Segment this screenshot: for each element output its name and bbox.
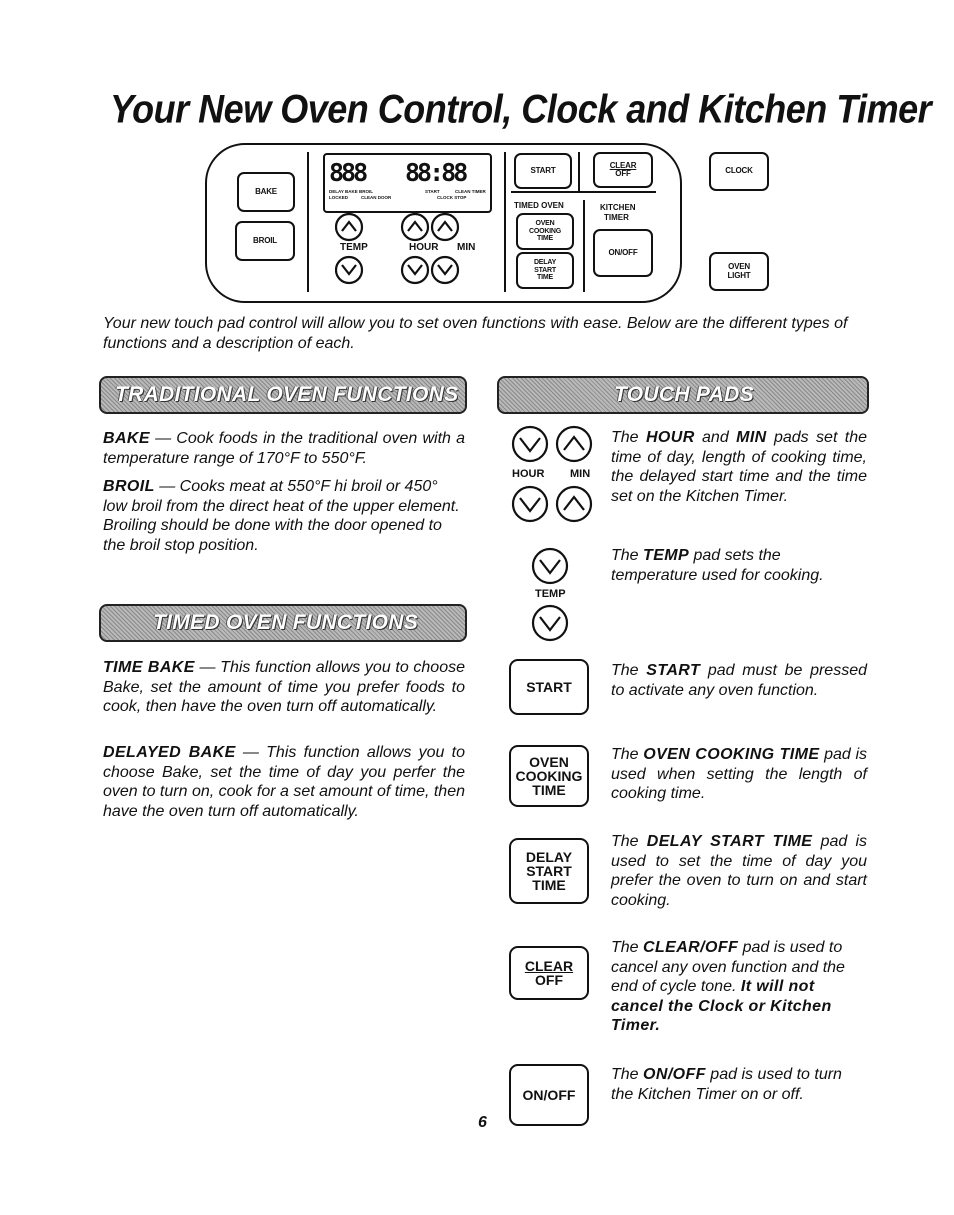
lcd-label: CLEAN DOOR <box>361 195 392 200</box>
time-bake-term: TIME BAKE <box>103 659 195 676</box>
panel-divider <box>583 200 585 292</box>
key-line: OFF <box>535 972 563 988</box>
temp-term: TEMP <box>643 547 690 564</box>
lcd-label: CLEAN TIMER <box>455 189 486 194</box>
on-off-pad-icon <box>509 1064 589 1126</box>
oven-cooking-time-description <box>611 745 867 804</box>
panel-clock-label: CLOCK <box>725 166 753 176</box>
page-number: 6 <box>478 1114 487 1131</box>
text: pad is used when setting the length of cooking time. <box>611 746 868 802</box>
key-line: DELAY <box>525 849 573 865</box>
panel-on-off-label: ON/OFF <box>608 247 638 257</box>
key-line: CLEAR <box>524 958 574 974</box>
text: The <box>611 429 646 446</box>
panel-timed-oven-label: TIMED OVEN <box>514 201 564 210</box>
lcd-label: DELAY BAKE BROIL <box>329 189 374 194</box>
clear-off-term: CLEAR/OFF <box>643 939 739 956</box>
lcd-label: LOCKED <box>329 195 348 200</box>
text: pad must be pressed to activate any oven function. <box>611 662 867 699</box>
text: pad is used to set the time of day you prefer the oven to turn on and start cooking. <box>611 833 868 909</box>
delayed-bake-term: DELAYED BAKE <box>103 744 236 761</box>
broil-key-label: BROIL <box>253 235 277 245</box>
delay-start-time-term: DELAY START TIME <box>646 833 813 850</box>
bake-term: BAKE <box>103 430 150 447</box>
broil-description <box>103 477 465 555</box>
touch-pads-banner: TOUCH PADS <box>497 376 869 414</box>
lcd-label: START <box>425 189 440 194</box>
time-bake-text: — This function allows you to choose Bake, set the amount of time you prefer foods to cook, then have the oven turn off automatically. <box>103 659 465 715</box>
panel-divider <box>307 152 309 292</box>
traditional-functions-banner: TRADITIONAL OVEN FUNCTIONS <box>99 376 467 414</box>
panel-kitchen-label: KITCHEN <box>600 203 636 212</box>
panel-delay-start-time-key <box>516 252 574 289</box>
text: pad is used to cancel any oven function and the end of cycle tone. <box>611 939 845 995</box>
broil-term: BROIL <box>103 478 155 495</box>
key-line: COOKING <box>528 227 562 235</box>
oven-cooking-time-pad-icon <box>509 745 589 807</box>
start-description <box>611 661 867 700</box>
key-line: DELAY <box>533 259 557 267</box>
on-off-term: ON/OFF <box>643 1066 706 1083</box>
bake-key-label: BAKE <box>255 186 277 196</box>
min-term: MIN <box>736 429 767 446</box>
key-line: OVEN <box>535 220 555 228</box>
key-line: COOKING <box>515 768 583 784</box>
key-line: TIME <box>537 235 553 243</box>
on-off-description <box>611 1065 867 1104</box>
text: The <box>611 547 644 564</box>
text: The <box>611 1066 644 1083</box>
timed-functions-banner: TIMED OVEN FUNCTIONS <box>99 604 467 642</box>
time-bake-description <box>103 658 465 717</box>
panel-on-off-key <box>593 229 653 277</box>
broil-key <box>235 221 295 261</box>
text: pad is used to turn the Kitchen Timer on or off. <box>611 1066 842 1103</box>
panel-off-label: OFF <box>615 169 631 178</box>
lcd-display <box>323 153 492 213</box>
key-line: OVEN <box>529 754 569 770</box>
key-line: TIME <box>537 274 553 282</box>
start-pad-label: START <box>526 679 572 695</box>
panel-hour-label: HOUR <box>409 242 439 253</box>
clear-off-description <box>611 938 867 1036</box>
temp-label: TEMP <box>535 588 566 600</box>
key-line: LIGHT <box>727 270 751 280</box>
key-line: START <box>534 266 556 274</box>
panel-start-label: START <box>530 165 556 175</box>
panel-oven-cooking-time-key <box>516 213 574 250</box>
text: The <box>611 662 647 679</box>
bake-text: — Cook foods in the traditional oven with a temperature range of 170°F to 550°F. <box>103 430 465 467</box>
broil-text: — Cooks meat at 550°F hi broil or 450° low broil from the direct heat of the upper element. Broiling should be done with the door opened to the broil stop position. <box>103 478 460 554</box>
min-label: MIN <box>570 468 591 480</box>
delay-start-time-description <box>611 832 867 910</box>
panel-clear-label: CLEAR <box>609 160 637 170</box>
panel-divider <box>511 191 656 193</box>
clear-off-warning: It will not cancel the Clock or Kitchen Timer. <box>611 978 832 1034</box>
hour-min-description <box>611 428 867 506</box>
panel-clock-key <box>709 152 769 191</box>
panel-timer-label: TIMER <box>604 213 629 222</box>
bake-key <box>237 172 295 212</box>
temp-description <box>611 546 867 585</box>
start-pad-icon <box>509 659 589 715</box>
page-title: Your New Oven Control, Clock and Kitchen Timer <box>110 86 932 132</box>
clear-off-pad-icon <box>509 946 589 1000</box>
lcd-label: CLOCK STOP <box>437 195 467 200</box>
text: pads set the time of day, length of cooking time, the delayed start time and the time set on the Kitchen Timer. <box>611 429 868 505</box>
lcd-temp-readout: 888 <box>329 158 366 187</box>
hour-term: HOUR <box>645 429 695 446</box>
panel-clear-off-key <box>593 152 653 188</box>
bake-description <box>103 429 465 468</box>
intro-paragraph: Your new touch pad control will allow you to set oven functions with ease. Below are the different types of functions and a description of each. <box>103 315 848 352</box>
delayed-bake-text: — This function allows you to choose Bake, set the time of day you perfer the oven to turn on, cook for a set amount of time, then have the oven turn off automatically. <box>103 744 465 820</box>
text: The <box>611 939 644 956</box>
lcd-time-readout: 88:88 <box>405 158 466 187</box>
on-off-pad-label: ON/OFF <box>522 1087 576 1103</box>
oven-cooking-time-term: OVEN COOKING TIME <box>643 746 820 763</box>
key-line: TIME <box>532 877 566 893</box>
text: The <box>611 746 644 763</box>
panel-start-key <box>514 153 572 189</box>
panel-min-label: MIN <box>457 242 476 253</box>
panel-oven-light-key <box>709 252 769 291</box>
text: and <box>694 429 737 446</box>
panel-divider <box>578 152 580 192</box>
panel-divider <box>504 152 506 292</box>
delayed-bake-description <box>103 743 465 821</box>
key-line: START <box>526 863 572 879</box>
panel-temp-label: TEMP <box>340 242 368 253</box>
key-line: OVEN <box>728 262 750 272</box>
key-line: TIME <box>532 782 566 798</box>
start-term: START <box>646 662 701 679</box>
text: The <box>611 833 647 850</box>
delay-start-time-pad-icon <box>509 838 589 904</box>
hour-label: HOUR <box>512 468 545 480</box>
text: pad sets the temperature used for cooking. <box>611 547 824 584</box>
